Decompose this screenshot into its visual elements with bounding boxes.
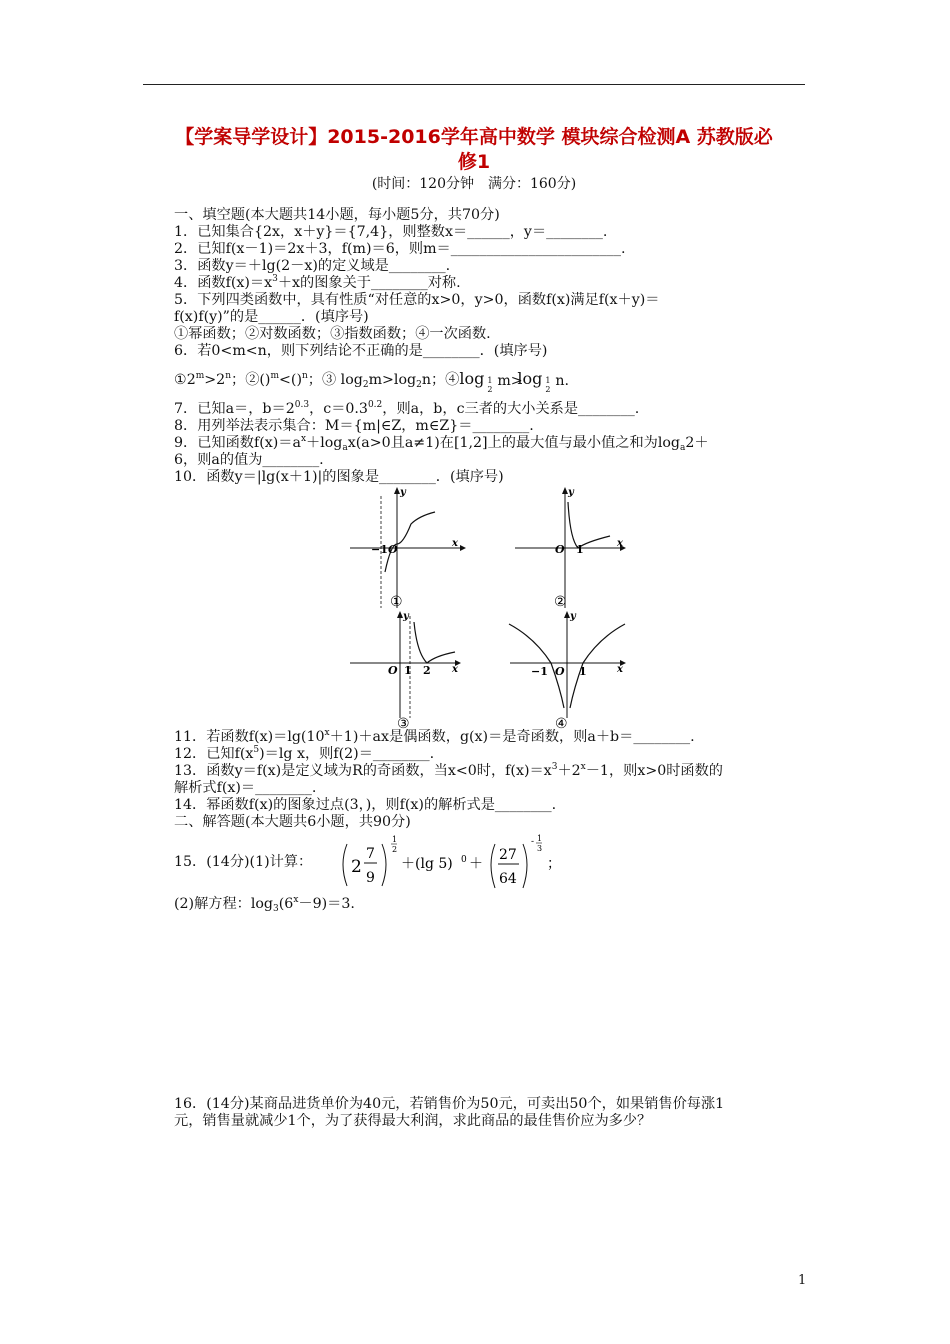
question-11 bbox=[174, 729, 695, 746]
q9-exponent: x bbox=[300, 434, 307, 444]
half-num: 1 bbox=[545, 376, 551, 385]
page-title: 【学案导学设计】2015-2016学年高中数学 模块综合检测A 苏教版必 bbox=[175, 126, 773, 148]
q12-text-a: 12．已知f(x bbox=[174, 746, 254, 762]
q9-sub: a bbox=[680, 443, 686, 453]
q13-exponent: 3 bbox=[551, 762, 558, 772]
q6-opt3b: m>log bbox=[368, 372, 417, 388]
question-6: 6．若0<m<n，则下列结论不正确的是________．(填序号) bbox=[174, 343, 548, 359]
tick-2: 2 bbox=[423, 664, 431, 677]
q6-sup: m bbox=[270, 371, 280, 381]
question-14: 14．幂函数f(x)的图象过点(3，)，则f(x)的解析式是________. bbox=[174, 797, 557, 813]
question-10: 10．函数y＝|lg(x＋1)|的图象是________．(填序号) bbox=[174, 469, 504, 485]
question-9-line2: 6，则a的值为________. bbox=[174, 452, 324, 468]
tick-1: 1 bbox=[404, 664, 412, 677]
q12-exponent: 5 bbox=[253, 745, 260, 755]
log-word: log bbox=[517, 369, 543, 388]
left-paren bbox=[343, 844, 347, 886]
curve bbox=[414, 622, 455, 663]
q6-opt2b: <() bbox=[279, 372, 302, 388]
q15b-text-b: (6 bbox=[278, 896, 294, 912]
exp2-num: 1 bbox=[537, 834, 543, 843]
origin-label: O bbox=[555, 543, 565, 556]
tick-1: 1 bbox=[579, 665, 587, 678]
graph-label: ④ bbox=[555, 716, 568, 732]
curve bbox=[385, 512, 435, 572]
lg-term: ＋(lg 5) bbox=[401, 856, 453, 872]
q9-text-c: x(a>0且a≠1)在[1,2]上的最大值与最小值之和为log bbox=[347, 435, 680, 451]
top-rule bbox=[143, 84, 805, 85]
half-fraction bbox=[487, 376, 492, 394]
q11-text-a: 11．若函数f(x)＝lg(10 bbox=[174, 729, 325, 745]
q9-text-a: 9．已知函数f(x)＝a bbox=[174, 435, 301, 451]
q12-text-b: )＝lg x，则f(2)＝________. bbox=[259, 746, 435, 762]
plus-sign: ＋ bbox=[469, 856, 483, 872]
tick-minus1: −1 bbox=[371, 543, 388, 556]
graph-1 bbox=[345, 484, 470, 614]
question-15-formula bbox=[333, 832, 593, 896]
q9-text-b: ＋log bbox=[306, 435, 343, 451]
question-2: 2．已知f(x－1)＝2x＋3，f(m)＝6，则m＝________________________. bbox=[174, 241, 626, 257]
q6-sup: m bbox=[195, 371, 205, 381]
q6-opt4: n；④ bbox=[421, 372, 460, 388]
q13-text-c: －1，则x>0时函数的 bbox=[585, 763, 723, 779]
origin-label: O bbox=[388, 664, 398, 677]
x-label: x bbox=[452, 538, 458, 549]
q7-text-b: ，c＝0.3 bbox=[309, 401, 368, 417]
q7-exponent: 0.2 bbox=[367, 400, 383, 410]
y-label: y bbox=[568, 487, 574, 498]
x-label: x bbox=[617, 664, 623, 675]
mixed-whole: 2 bbox=[351, 857, 362, 877]
q6-opt2: ；②() bbox=[231, 372, 271, 388]
q6-sub: 2 bbox=[416, 380, 422, 390]
q15b-sub: 3 bbox=[273, 904, 279, 914]
exp2-den: 3 bbox=[537, 844, 543, 853]
q4-text-b: ＋x的图象关于________对称. bbox=[277, 275, 461, 291]
question-13-line1 bbox=[174, 763, 723, 780]
section1-heading: 一、填空题(本大题共14小题，每小题5分，共70分) bbox=[174, 207, 500, 223]
log-arg-m: m> bbox=[497, 373, 523, 389]
question-3: 3．函数y＝＋lg(2－x)的定义域是________. bbox=[174, 258, 451, 274]
question-12 bbox=[174, 746, 434, 763]
q6-opt1b: >2 bbox=[204, 372, 226, 388]
q6-sup: n bbox=[225, 371, 232, 381]
question-4 bbox=[174, 275, 461, 292]
x-label: x bbox=[617, 538, 623, 549]
y-label: y bbox=[400, 487, 406, 498]
graph-label: ① bbox=[390, 594, 403, 610]
question-5-line2: f(x)f(y)”的是______．(填序号) bbox=[174, 309, 369, 325]
graph-3 bbox=[345, 608, 470, 733]
x-label: x bbox=[452, 664, 458, 675]
question-13-line2: 解析式f(x)＝________. bbox=[174, 780, 317, 796]
page-number: 1 bbox=[798, 1273, 807, 1288]
exp1-den: 2 bbox=[392, 845, 398, 854]
q6-sub: 2 bbox=[362, 380, 369, 390]
right-paren bbox=[382, 844, 386, 886]
q7-exponent: 0.3 bbox=[294, 400, 310, 410]
question-15-part2 bbox=[174, 896, 355, 913]
question-9-line1 bbox=[174, 435, 709, 452]
question-16-line2: 元，销售量就减少1个，为了获得最大利润，求此商品的最佳售价应为多少？ bbox=[174, 1113, 652, 1129]
frac1-num: 7 bbox=[366, 846, 375, 862]
exp1-num: 1 bbox=[392, 835, 398, 844]
frac2-den: 64 bbox=[499, 871, 517, 887]
half-den: 2 bbox=[487, 385, 493, 394]
q6-sup: n bbox=[301, 371, 308, 381]
section2-heading: 二、解答题(本大题共6小题，共90分) bbox=[174, 814, 411, 830]
origin-label: O bbox=[555, 665, 565, 678]
q6-log-expr-2 bbox=[517, 364, 569, 395]
q7-text-a: 7．已知a＝，b＝2 bbox=[174, 401, 295, 417]
right-paren bbox=[523, 844, 527, 888]
question-5-line1: 5．下列四类函数中，具有性质“对任意的x>0，y>0，函数f(x)满足f(x＋y)＝ bbox=[174, 292, 660, 308]
exam-info: (时间：120分钟 满分：160分) bbox=[371, 176, 577, 192]
q15b-text-c: －9)＝3. bbox=[298, 896, 355, 912]
frac2-num: 27 bbox=[499, 847, 517, 863]
q15b-exponent: x bbox=[293, 895, 299, 905]
q9-text-d: 2＋ bbox=[685, 435, 709, 451]
q11-exponent: x bbox=[324, 728, 330, 738]
q13-text-b: ＋2 bbox=[557, 763, 581, 779]
log-word: log bbox=[459, 369, 485, 388]
q6-opt1: ①2 bbox=[174, 372, 196, 388]
question-15-label: 15．(14分)(1)计算： bbox=[174, 854, 313, 870]
graph-2 bbox=[510, 484, 635, 614]
tick-minus1: −1 bbox=[531, 665, 548, 678]
curve bbox=[568, 502, 610, 548]
tick-1: 1 bbox=[576, 543, 584, 556]
q13-text-a: 13．函数y＝f(x)是定义域为R的奇函数，当x<0时，f(x)＝x bbox=[174, 763, 552, 779]
zero-exponent: 0 bbox=[461, 855, 467, 865]
q13-exponent: x bbox=[580, 762, 586, 772]
q11-text-b: ＋1)＋ax是偶函数，g(x)＝是奇函数，则a＋b＝________. bbox=[329, 729, 695, 745]
graph-4 bbox=[505, 608, 635, 733]
q4-exponent: 3 bbox=[272, 274, 278, 284]
y-label: y bbox=[570, 611, 576, 622]
q15b-text-a: (2)解方程：log bbox=[174, 896, 274, 912]
half-den: 2 bbox=[545, 385, 551, 394]
frac1-den: 9 bbox=[366, 870, 375, 886]
q6-log-expr-1 bbox=[459, 364, 523, 395]
graph-label: ③ bbox=[397, 716, 410, 732]
question-6-options bbox=[174, 364, 569, 395]
q7-text-c: ，则a，b，c三者的大小关系是________. bbox=[382, 401, 640, 417]
left-paren bbox=[491, 844, 495, 888]
log-arg-n: n. bbox=[555, 373, 569, 389]
half-fraction bbox=[545, 376, 550, 394]
exp2-sign: - bbox=[531, 837, 535, 847]
x-arrow-icon bbox=[460, 545, 466, 551]
question-1: 1．已知集合{2x，x＋y}＝{7,4}，则整数x＝______，y＝________. bbox=[174, 224, 608, 240]
question-5-options: ①幂函数；②对数函数；③指数函数；④一次函数. bbox=[174, 326, 491, 342]
q6-opt3: ；③ log bbox=[307, 372, 363, 388]
question-7 bbox=[174, 401, 639, 418]
origin-label: O bbox=[388, 543, 398, 556]
graph-label: ② bbox=[554, 594, 567, 610]
half-num: 1 bbox=[487, 376, 493, 385]
question-16-line1: 16．(14分)某商品进货单价为40元，若销售价为50元，可卖出50个，如果销售价每涨1 bbox=[174, 1096, 725, 1112]
y-label: y bbox=[403, 611, 409, 622]
semicolon: ； bbox=[547, 856, 561, 872]
question-8: 8．用列举法表示集合：M＝{m|∈Z，m∈Z}＝________. bbox=[174, 418, 534, 434]
q9-sub: a bbox=[342, 443, 348, 453]
page-title-line2: 修1 bbox=[457, 151, 491, 173]
q4-text-a: 4．函数f(x)＝x bbox=[174, 275, 273, 291]
